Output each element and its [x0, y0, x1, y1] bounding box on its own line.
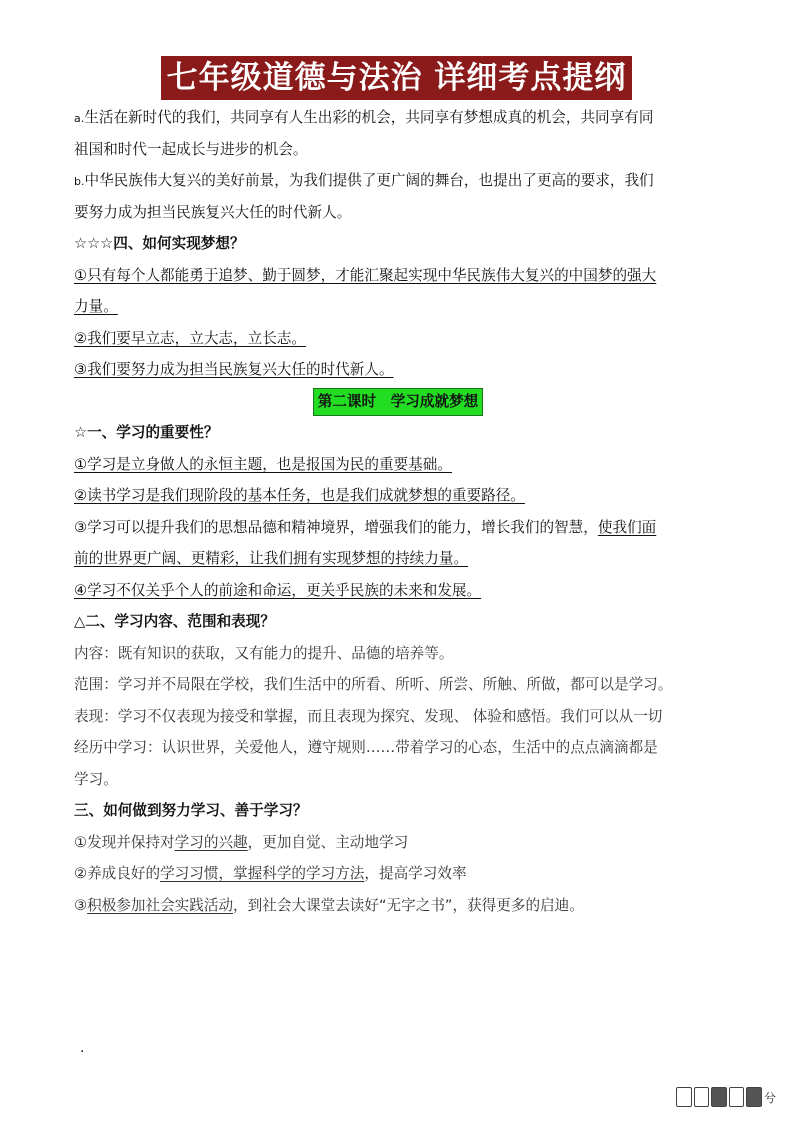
- watermark-block-icon: [729, 1087, 745, 1107]
- s1-item-3-text-2: 前的世界更广阔、更精彩，让我们拥有实现梦想的持续力量。: [74, 550, 469, 567]
- s2-performance-line-3: 学习。: [74, 770, 118, 788]
- para-b-line-1: [74, 165, 722, 197]
- s3-item-3-post: ，到社会大课堂去读好“无字之书”，获得更多的启迪。: [233, 896, 584, 914]
- s1-item-3-underlined: 使我们面: [597, 518, 657, 536]
- s3-item-2-post: ，提高学习效率: [364, 865, 467, 882]
- para-b-prefix: b.: [74, 175, 85, 188]
- watermark-logo: [676, 1086, 776, 1108]
- watermark-block-icon: [694, 1087, 710, 1107]
- s1-item-4-text: ④学习不仅关乎个人的前途和命运，更关乎民族的未来和发展。: [74, 581, 482, 599]
- s3-item-2-pre: ②养成良好的: [74, 865, 161, 882]
- s2-scope: 范围：学习并不局限在学校，我们生活中的所看、所听、所尝、所触、所做，都可以是学习。: [74, 676, 673, 693]
- s2-content: 内容：既有知识的获取，又有能力的提升、品德的培养等。: [74, 644, 454, 662]
- watermark-block-icon: [746, 1087, 762, 1107]
- s1-item-3-line-1: [74, 512, 722, 544]
- para-a-prefix: a.: [74, 112, 85, 125]
- section-4-item-2: [74, 323, 722, 355]
- s3-item-2-underlined: 学习习惯，掌握科学的学习方法: [160, 865, 365, 882]
- s1-item-1: [74, 449, 722, 481]
- para-a-text-1: 生活在新时代的我们，共同享有人生出彩的机会，共同享有梦想成真的机会，共同享有同: [84, 109, 654, 126]
- s3-item-3: [74, 890, 722, 922]
- s1-item-4: [74, 575, 722, 607]
- section-4-item-1-text-1: ①只有每个人都能勇于追梦、勤于圆梦，才能汇聚起实现中华民族伟大复兴的中国梦的强大: [74, 266, 657, 284]
- watermark-block-icon: [711, 1087, 727, 1107]
- section-4-item-2-text: ②我们要早立志，立大志，立长志。: [74, 329, 306, 347]
- s1-item-3-plain: ③学习可以提升我们的思想品德和精神境界，增强我们的能力，增长我们的智慧，: [74, 518, 598, 536]
- s1-heading: ☆一、学习的重要性？: [74, 424, 219, 441]
- s2-performance-line-1: 表现：学习不仅表现为接受和掌握，而且表现为探究、发现、 体验和感悟。我们可以从一切: [74, 707, 663, 725]
- s3-item-3-underlined: 积极参加社会实践活动: [87, 896, 234, 914]
- s3-heading: 三、如何做到努力学习、善于学习？: [74, 802, 308, 819]
- s3-item-1: [74, 827, 722, 859]
- document-title: 七年级道德与法治 详细考点提纲: [161, 56, 633, 100]
- s1-item-3-line-2: [74, 543, 722, 575]
- para-a-line-1: [74, 102, 722, 134]
- s3-item-1-underlined: 学习的兴趣: [174, 833, 248, 851]
- section-4-item-1-line-2: [74, 291, 722, 323]
- s1-item-1-text: ①学习是立身做人的永恒主题，也是报国为民的重要基础。: [74, 455, 452, 473]
- lesson-title-row: [74, 386, 722, 418]
- section-4-item-3: [74, 354, 722, 386]
- section-4-item-1-text-2: 力量。: [74, 298, 118, 315]
- para-a-line-2: 祖国和时代一起成长与进步的机会。: [74, 140, 308, 158]
- watermark-block-icon: [676, 1087, 692, 1107]
- s3-item-1-pre: ①发现并保持对: [74, 833, 175, 851]
- section-4-heading: ☆☆☆四、如何实现梦想？: [74, 235, 245, 252]
- section-4-item-3-text: ③我们要努力成为担当民族复兴大任的时代新人。: [74, 361, 394, 378]
- s3-item-2: [74, 858, 722, 890]
- watermark-glyph: 兮: [763, 1090, 776, 1105]
- s1-item-2: [74, 480, 722, 512]
- s3-item-3-pre: ③: [74, 896, 88, 914]
- lesson-title: 第二课时 学习成就梦想: [313, 388, 484, 416]
- para-b-text-1: 中华民族伟大复兴的美好前景，为我们提供了更广阔的舞台，也提出了更高的要求，我们: [84, 172, 654, 189]
- s3-item-1-post: ，更加自觉、主动地学习: [247, 833, 409, 851]
- title-banner: [0, 56, 793, 100]
- footer-dot: .: [80, 1040, 85, 1056]
- s1-item-2-text: ②读书学习是我们现阶段的基本任务，也是我们成就梦想的重要路径。: [74, 487, 525, 504]
- section-4-item-1-line-1: [74, 260, 722, 292]
- document-body: [74, 102, 722, 921]
- s2-performance-line-2: 经历中学习：认识世界，关爱他人，遵守规则……带着学习的心态，生活中的点点滴滴都是: [74, 739, 658, 756]
- para-b-line-2: 要努力成为担当民族复兴大任的时代新人。: [74, 203, 352, 221]
- s2-heading: △二、学习内容、范围和表现？: [74, 613, 275, 630]
